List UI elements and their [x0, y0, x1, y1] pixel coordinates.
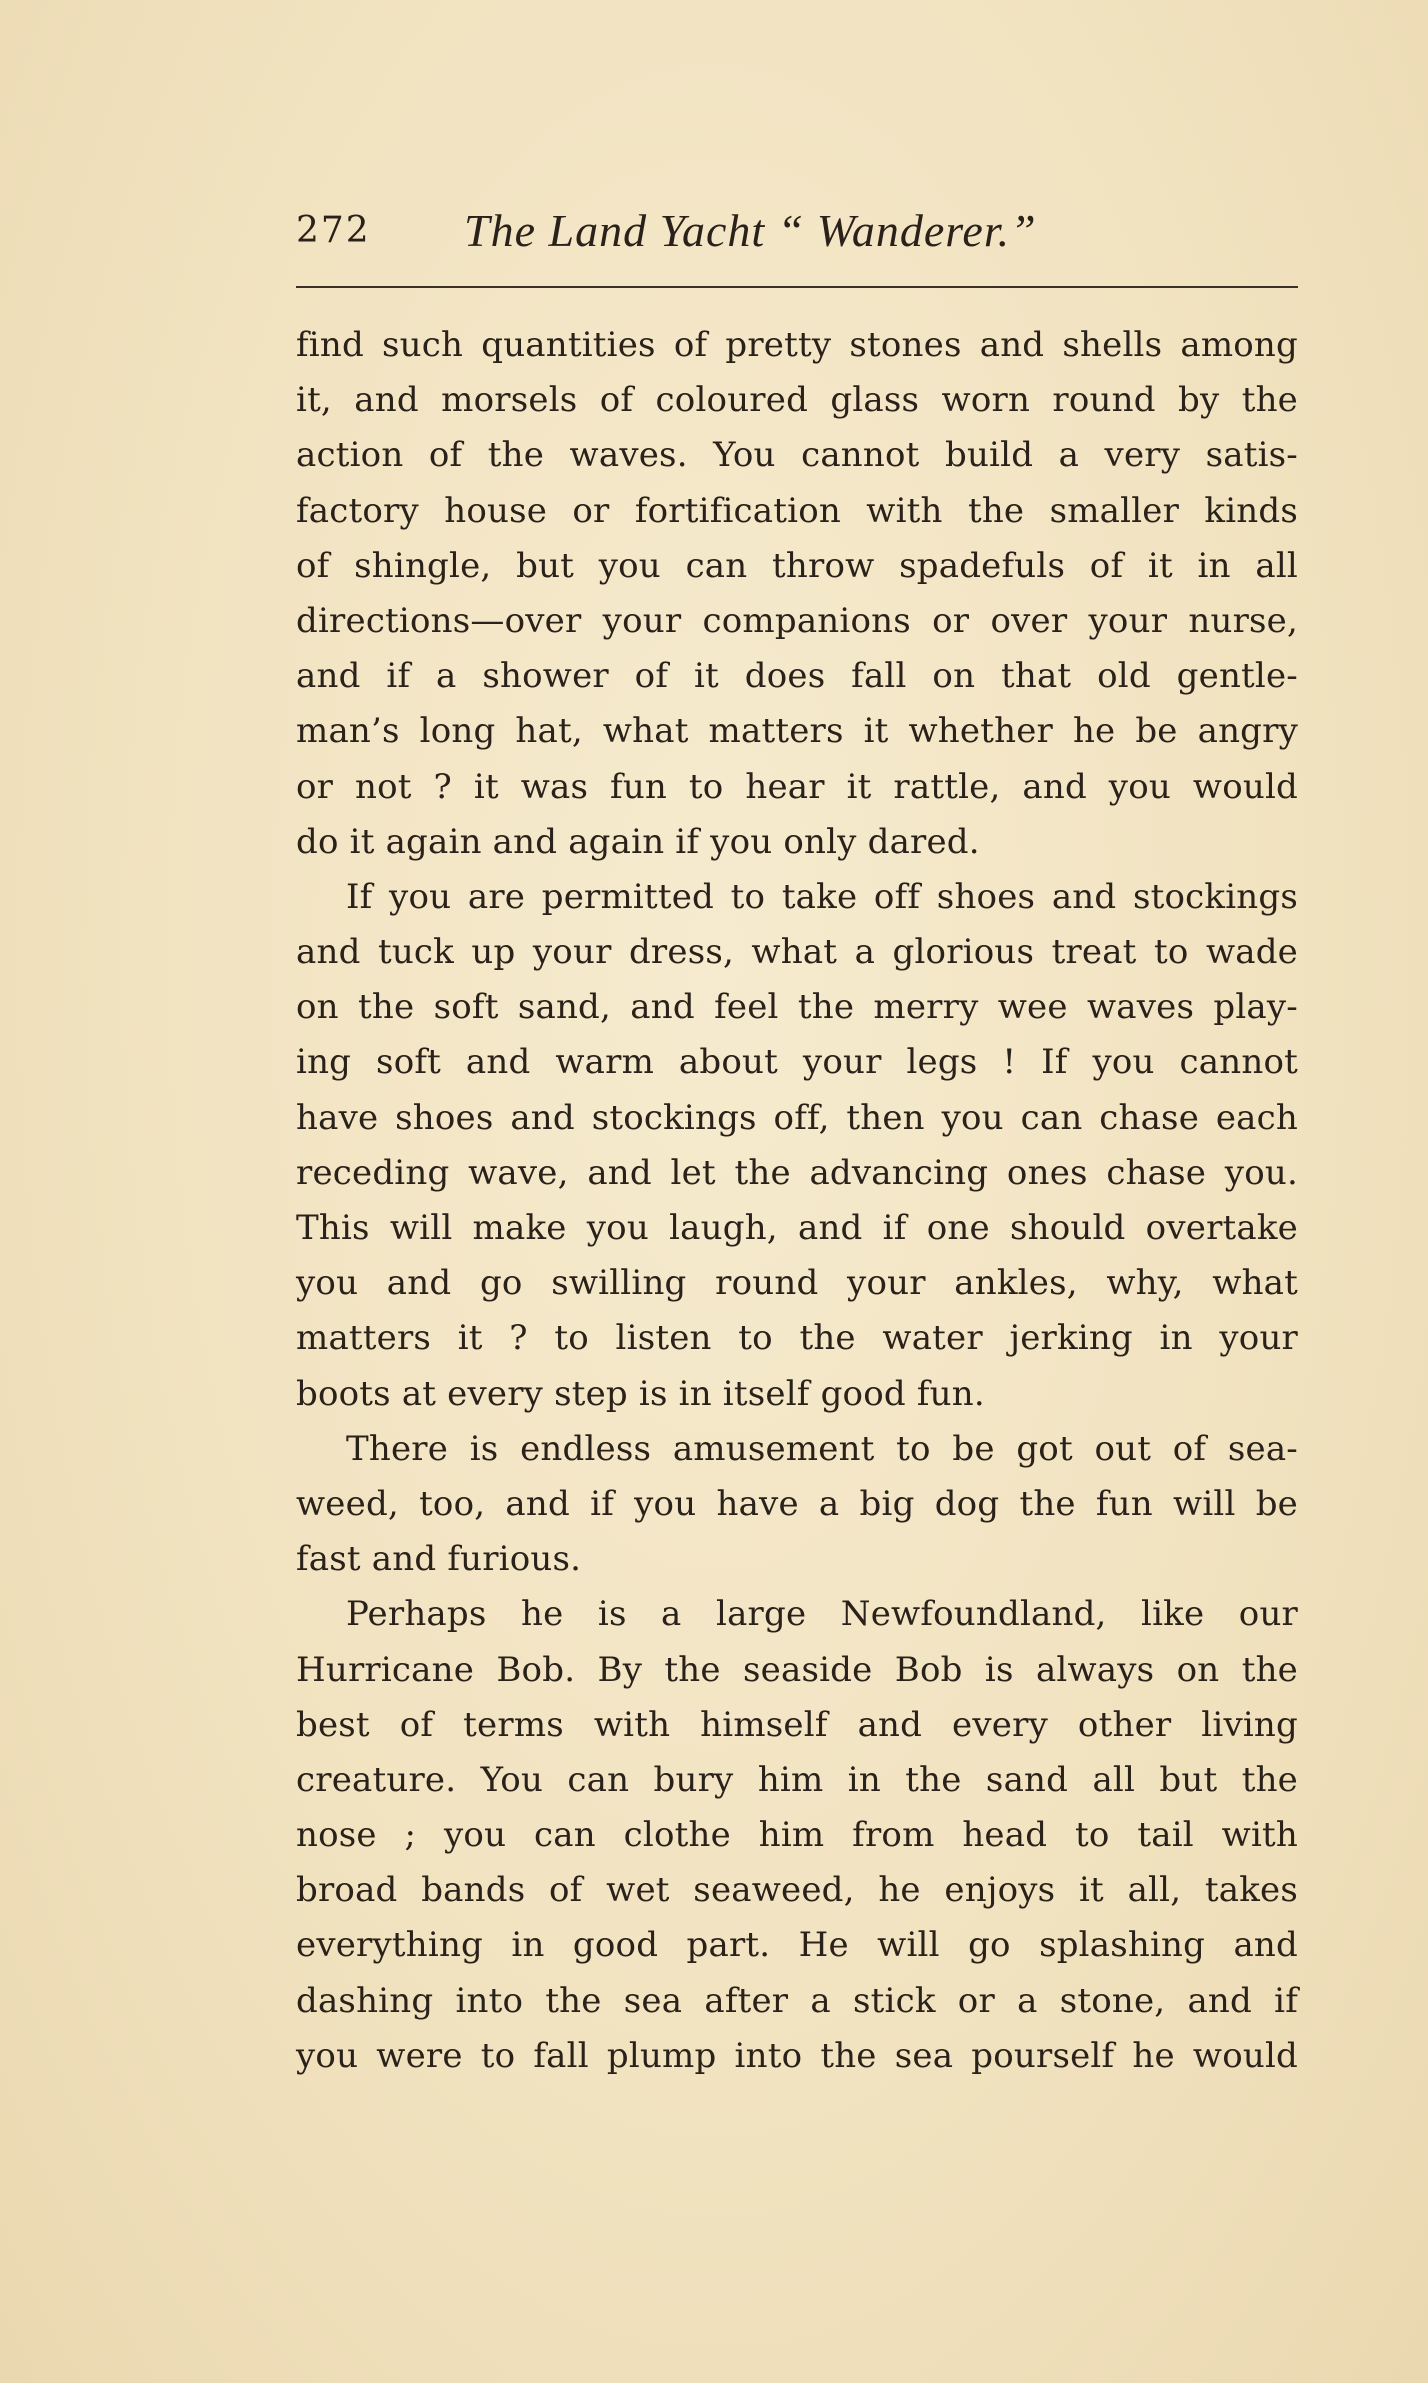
- text-line: have shoes and stockings off, then you can chase each: [296, 1097, 1298, 1138]
- text-line: do it again and again if you only dared.: [296, 821, 980, 862]
- text-line: everything in good part. He will go splashing and: [296, 1925, 1298, 1966]
- text-line: If you are permitted to take off shoes and stockings: [346, 876, 1298, 917]
- page-header: [296, 196, 1298, 266]
- text-line: matters it ? to listen to the water jerking in your: [296, 1318, 1298, 1359]
- text-line: There is endless amusement to be got out of sea-: [346, 1428, 1298, 1469]
- text-line: find such quantities of pretty stones and shells among: [296, 325, 1298, 365]
- text-line: action of the waves. You cannot build a very satis-: [296, 435, 1298, 476]
- text-line: and tuck up your dress, what a glorious treat to wade: [296, 932, 1298, 973]
- text-line: you were to fall plump into the sea pourself he would: [296, 2035, 1298, 2076]
- text-line: fast and furious.: [296, 1539, 582, 1580]
- text-line: boots at every step is in itself good fun.: [296, 1373, 985, 1414]
- text-line: receding wave, and let the advancing ones chase you.: [296, 1152, 1298, 1193]
- text-line: it, and morsels of coloured glass worn round by the: [296, 380, 1298, 421]
- text-line: nose ; you can clothe him from head to tail with: [296, 1815, 1298, 1856]
- text-line: broad bands of wet seaweed, he enjoys it all, takes: [296, 1870, 1298, 1911]
- text-line: best of terms with himself and every other living: [296, 1704, 1298, 1745]
- text-line: dashing into the sea after a stick or a stone, and if: [296, 1980, 1298, 2021]
- text-line: This will make you laugh, and if one should overtake: [296, 1208, 1298, 1248]
- text-line: and if a shower of it does fall on that old gentle-: [296, 656, 1298, 697]
- header-rule: [296, 286, 1298, 288]
- text-line: or not ? it was fun to hear it rattle, and you would: [296, 766, 1298, 807]
- text-line: Hurricane Bob. By the seaside Bob is always on the: [296, 1649, 1298, 1690]
- text-line: creature. You can bury him in the sand all but the: [296, 1759, 1298, 1800]
- text-line: directions—over your companions or over your nurse,: [296, 600, 1298, 641]
- running-title: The Land Yacht “ Wanderer.”: [464, 205, 1037, 256]
- text-line: of shingle, but you can throw spadefuls of it in all: [296, 545, 1298, 586]
- text-line: on the soft sand, and feel the merry wee waves play-: [296, 987, 1298, 1028]
- text-line: Perhaps he is a large Newfoundland, like our: [346, 1594, 1298, 1635]
- text-line: factory house or fortification with the smaller kinds: [296, 490, 1298, 531]
- text-line: man’s long hat, what matters it whether he be angry: [296, 711, 1298, 752]
- text-line: you and go swilling round your ankles, why, what: [296, 1263, 1298, 1304]
- page-number: 272: [296, 210, 371, 251]
- text-line: weed, too, and if you have a big dog the fun will be: [296, 1483, 1298, 1524]
- text-line: ing soft and warm about your legs ! If you cannot: [296, 1042, 1298, 1083]
- body-text: [296, 318, 1298, 2084]
